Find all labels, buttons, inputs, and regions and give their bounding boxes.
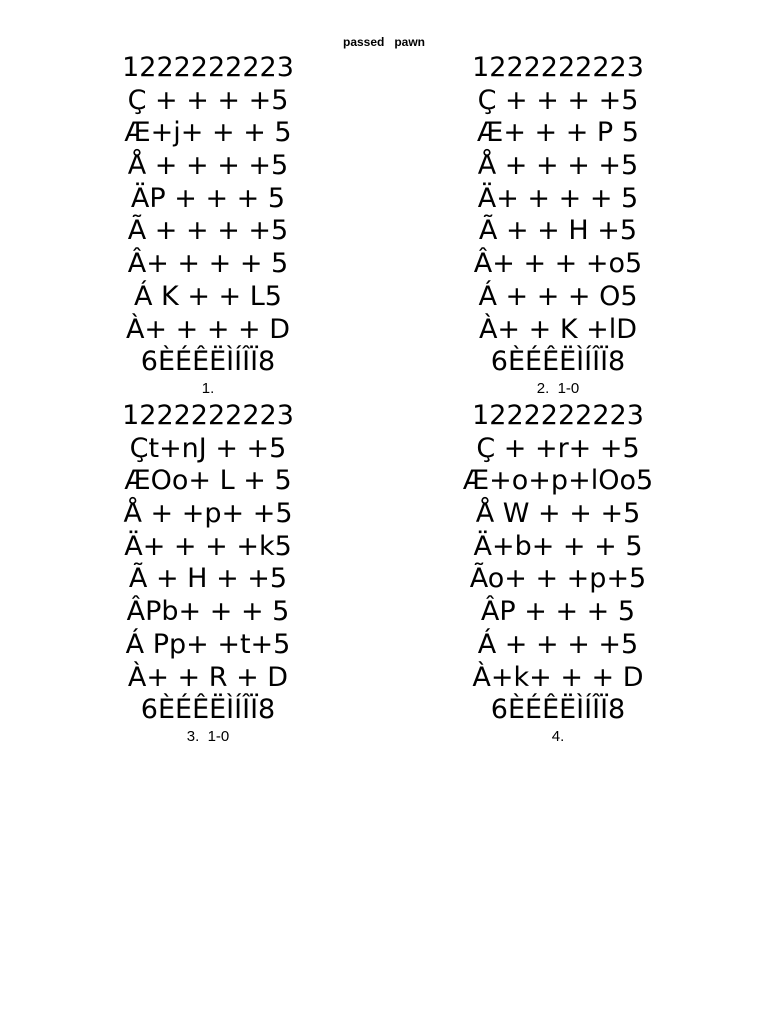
board-rank-5: Ä+ + + +k5 [124, 530, 292, 562]
board-bottom-border: 6ÈÉÊËÌÍÎÏ8 [490, 346, 626, 378]
board-rank-7: ÆOo+ L + 5 [124, 465, 292, 497]
board-rank-4: Ã + H + +5 [128, 563, 288, 595]
diagram-caption: 3. 1-0 [186, 727, 230, 745]
board-rank-6: Å + +p+ +5 [123, 498, 293, 530]
board-rank-5: ÄP + + + 5 [130, 182, 286, 214]
board-bottom-border: 6ÈÉÊËÌÍÎÏ8 [140, 346, 276, 378]
board-rank-1: À+ + K +lD [478, 313, 638, 345]
board-rank-5: Ä+ + + + 5 [477, 182, 639, 214]
board-top-border: 1222222223 [472, 400, 644, 431]
board-bottom-border: 6ÈÉÊËÌÍÎÏ8 [140, 694, 276, 726]
board-rank-2: Á K + + L5 [134, 280, 282, 312]
chess-diagram-2 [408, 52, 708, 399]
board-rank-6: Å + + + +5 [477, 150, 639, 182]
board-rank-1: À+k+ + + D [472, 661, 644, 693]
board-bottom-border: 6ÈÉÊËÌÍÎÏ8 [490, 694, 626, 726]
board-rank-2: Á Pp+ +t+5 [125, 628, 291, 660]
diagram-caption: 4. [551, 727, 565, 745]
board-rank-5: Ä+b+ + + 5 [473, 530, 643, 562]
board-rank-7: Æ+o+p+lOo5 [462, 465, 654, 497]
board-rank-3: Â+ + + + 5 [127, 248, 289, 280]
diagram-caption: 2. 1-0 [536, 379, 580, 397]
board-rank-8: Ç + + + +5 [127, 84, 289, 116]
board-rank-8: Çt+nJ + +5 [129, 432, 287, 464]
board-rank-8: Ç + + + +5 [477, 84, 639, 116]
chess-diagram-3 [58, 400, 358, 747]
board-rank-2: Á + + + O5 [478, 280, 638, 312]
board-top-border: 1222222223 [472, 52, 644, 83]
board-rank-7: Æ+j+ + + 5 [124, 117, 292, 149]
board-top-border: 1222222223 [122, 52, 294, 83]
board-top-border: 1222222223 [122, 400, 294, 431]
board-rank-2: Á + + + +5 [477, 628, 639, 660]
board-rank-7: Æ+ + + P 5 [477, 117, 639, 149]
board-rank-6: Å W + + +5 [475, 498, 641, 530]
board-rank-8: Ç + +r+ +5 [476, 432, 640, 464]
board-rank-1: À+ + R + D [127, 661, 289, 693]
chess-diagram-4 [408, 400, 708, 747]
board-rank-4: Ã + + H +5 [478, 215, 638, 247]
diagram-caption: 1. [201, 379, 215, 397]
board-rank-4: Ã + + + +5 [127, 215, 289, 247]
board-rank-3: ÂPb+ + + 5 [126, 596, 290, 628]
board-rank-3: Â+ + + +o5 [473, 248, 643, 280]
board-rank-1: À+ + + + D [125, 313, 291, 345]
page-title: passed pawn [342, 35, 426, 49]
board-rank-3: ÂP + + + 5 [480, 596, 636, 628]
board-rank-6: Å + + + +5 [127, 150, 289, 182]
chess-diagram-1 [58, 52, 358, 399]
board-rank-4: Ão+ + +p+5 [469, 563, 647, 595]
